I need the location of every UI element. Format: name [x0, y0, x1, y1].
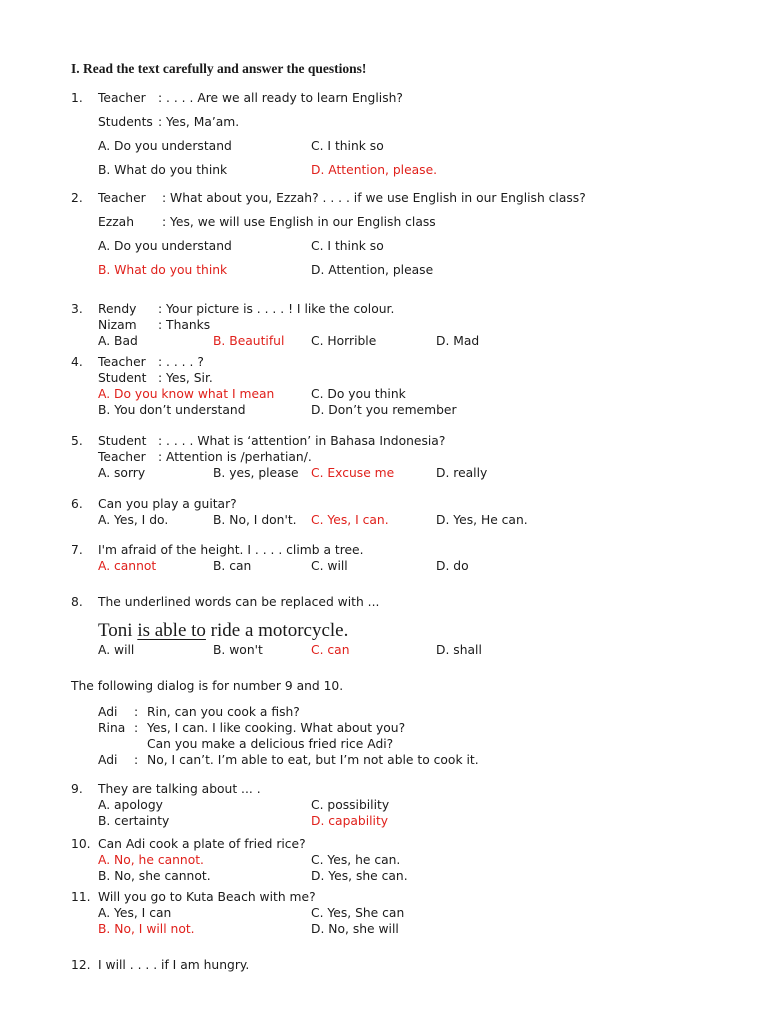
q6-option-d: D. Yes, He can. — [436, 513, 528, 527]
q1-line-2: : Yes, Ma’am. — [158, 115, 240, 129]
q3-option-b-answer: B. Beautiful — [213, 334, 285, 348]
section-heading: I. Read the text carefully and answer the questions! — [71, 61, 367, 76]
q1-option-b: B. What do you think — [98, 163, 228, 177]
q10-option-c: C. Yes, he can. — [311, 853, 401, 867]
q6-option-c-answer: C. Yes, I can. — [311, 513, 389, 527]
q3-option-c: C. Horrible — [311, 334, 377, 348]
q3-option-a: A. Bad — [98, 334, 138, 348]
q9-option-d-answer: D. capability — [311, 814, 389, 828]
q9-number: 9. — [71, 782, 83, 796]
q8-sentence — [98, 620, 348, 642]
dialog-colon-2: : — [134, 721, 139, 735]
q2-line-1: : What about you, Ezzah? . . . . if we use English in our English class? — [162, 191, 586, 205]
dialog-line-1: Rin, can you cook a fish? — [147, 705, 300, 719]
q11-option-a: A. Yes, I can — [98, 906, 172, 920]
q2-number: 2. — [71, 191, 83, 205]
q8-question: The underlined words can be replaced with ... — [98, 595, 380, 609]
q3-line-2: : Thanks — [158, 318, 211, 332]
q9-option-c: C. possibility — [311, 798, 390, 812]
q8-sentence-post: ride a motorcycle. — [205, 620, 349, 641]
q4-option-c: C. Do you think — [311, 387, 406, 401]
q5-line-1: : . . . . What is ‘attention’ in Bahasa Indonesia? — [158, 434, 446, 448]
dialog-line-3: No, I can’t. I’m able to eat, but I’m not able to cook it. — [147, 753, 479, 767]
q12-number: 12. — [71, 958, 91, 972]
q5-option-d: D. really — [436, 466, 488, 480]
q8-sentence-pre: Toni — [98, 620, 138, 641]
q4-option-d: D. Don’t you remember — [311, 403, 457, 417]
q10-option-d: D. Yes, she can. — [311, 869, 408, 883]
q2-option-a: A. Do you understand — [98, 239, 232, 253]
q11-question: Will you go to Kuta Beach with me? — [98, 890, 316, 904]
q10-number: 10. — [71, 837, 91, 851]
q2-option-b-answer: B. What do you think — [98, 263, 228, 277]
q1-option-a: A. Do you understand — [98, 139, 232, 153]
q3-speaker-2: Nizam — [98, 318, 137, 332]
q9-option-b: B. certainty — [98, 814, 170, 828]
q11-option-d: D. No, she will — [311, 922, 399, 936]
q4-speaker-2: Student — [98, 371, 147, 385]
q4-number: 4. — [71, 355, 83, 369]
q11-number: 11. — [71, 890, 91, 904]
q2-line-2: : Yes, we will use English in our English class — [162, 215, 436, 229]
q7-option-b: B. can — [213, 559, 252, 573]
q10-question: Can Adi cook a plate of fried rice? — [98, 837, 306, 851]
q2-option-d: D. Attention, please — [311, 263, 434, 277]
q4-line-1: : . . . . ? — [158, 355, 204, 369]
q9-option-a: A. apology — [98, 798, 163, 812]
dialog-line-2: Yes, I can. I like cooking. What about you? — [147, 721, 406, 735]
dialog-speaker-rina: Rina — [98, 721, 126, 735]
q5-line-2: : Attention is /perhatian/. — [158, 450, 312, 464]
q1-number: 1. — [71, 91, 83, 105]
q5-option-a: A. sorry — [98, 466, 146, 480]
q2-speaker-1: Teacher — [98, 191, 146, 205]
q11-option-b-answer: B. No, I will not. — [98, 922, 195, 936]
q7-question: I'm afraid of the height. I . . . . climb a tree. — [98, 543, 364, 557]
q1-option-d-answer: D. Attention, please. — [311, 163, 438, 177]
q6-option-b: B. No, I don't. — [213, 513, 297, 527]
q8-number: 8. — [71, 595, 83, 609]
q3-number: 3. — [71, 302, 83, 316]
dialog-line-2b: Can you make a delicious fried rice Adi? — [147, 737, 394, 751]
q11-option-c: C. Yes, She can — [311, 906, 405, 920]
q6-option-a: A. Yes, I do. — [98, 513, 169, 527]
q4-speaker-1: Teacher — [98, 355, 146, 369]
q10-option-a-answer: A. No, he cannot. — [98, 853, 204, 867]
q4-option-a-answer: A. Do you know what I mean — [98, 387, 275, 401]
q3-option-d: D. Mad — [436, 334, 480, 348]
q6-question: Can you play a guitar? — [98, 497, 237, 511]
q1-speaker-2: Students — [98, 115, 153, 129]
q1-line-1: : . . . . Are we all ready to learn English? — [158, 91, 403, 105]
q5-speaker-1: Student — [98, 434, 147, 448]
q4-option-b: B. You don’t understand — [98, 403, 246, 417]
dialog-colon-1: : — [134, 705, 139, 719]
q1-speaker-1: Teacher — [98, 91, 146, 105]
q5-option-b: B. yes, please — [213, 466, 299, 480]
q3-line-1: : Your picture is . . . . ! I like the colour. — [158, 302, 395, 316]
q7-option-c: C. will — [311, 559, 348, 573]
q8-option-a: A. will — [98, 643, 135, 657]
q10-option-b: B. No, she cannot. — [98, 869, 211, 883]
q5-number: 5. — [71, 434, 83, 448]
q12-question: I will . . . . if I am hungry. — [98, 958, 250, 972]
q1-option-c: C. I think so — [311, 139, 384, 153]
q2-speaker-2: Ezzah — [98, 215, 135, 229]
dialog-speaker-adi-2: Adi — [98, 753, 118, 767]
q7-option-a-answer: A. cannot — [98, 559, 157, 573]
dialog-speaker-adi-1: Adi — [98, 705, 118, 719]
q3-speaker-1: Rendy — [98, 302, 137, 316]
q5-speaker-2: Teacher — [98, 450, 146, 464]
q8-option-c-answer: C. can — [311, 643, 350, 657]
q9-question: They are talking about ... . — [98, 782, 261, 796]
q2-option-c: C. I think so — [311, 239, 384, 253]
q8-option-d: D. shall — [436, 643, 482, 657]
q8-sentence-underlined: is able to — [137, 620, 206, 641]
q7-option-d: D. do — [436, 559, 469, 573]
q4-line-2: : Yes, Sir. — [158, 371, 213, 385]
q7-number: 7. — [71, 543, 83, 557]
dialog-colon-3: : — [134, 753, 139, 767]
q6-number: 6. — [71, 497, 83, 511]
q5-option-c-answer: C. Excuse me — [311, 466, 395, 480]
q8-option-b: B. won't — [213, 643, 263, 657]
dialog-intro: The following dialog is for number 9 and 10. — [71, 679, 344, 693]
